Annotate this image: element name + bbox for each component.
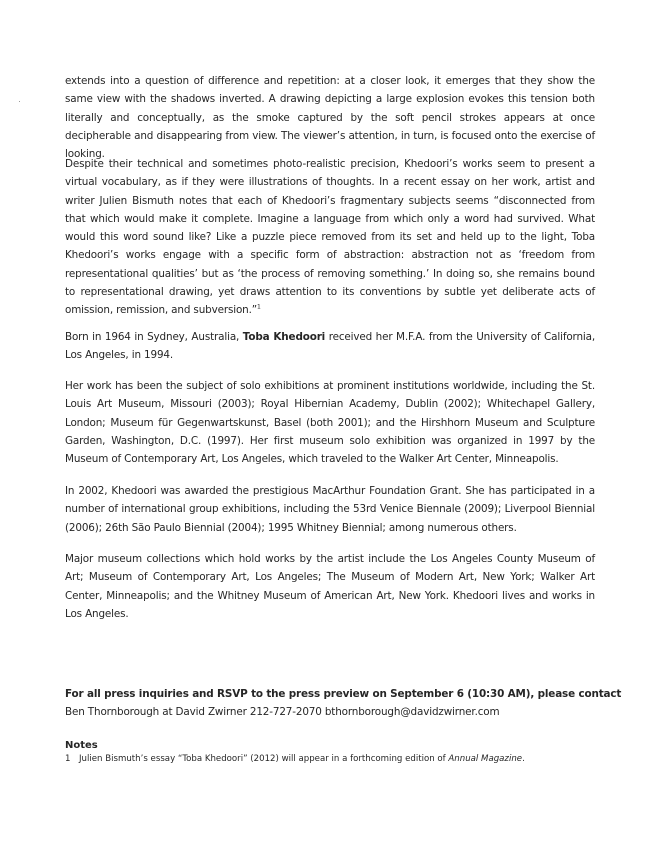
note-item — [65, 753, 605, 766]
note-number: 1 — [65, 754, 71, 764]
exhibitions-text: Her work has been the subject of solo exhibitions at prominent institutions worldwide, including the St. Louis Art Museum, Missouri (2003); Royal Hibernian Academy, Dublin (2002); Whitechapel Gallery, London; Museum für Gegenwartskunst, Basel (both 2001); and the Hirshhorn Museum and Sculpture Garden, Washington, D.C. (1997). Her first museum solo exhibition was organized in 1997 by the Museum of Contemporary Art, Los Angeles, which traveled to the Walker Art Center, Minneapolis. — [65, 380, 595, 466]
press-contact — [65, 685, 625, 721]
bio-text-before: Born in 1964 in Sydney, Australia, — [65, 331, 243, 343]
press-contact-details[interactable]: Ben Thornborough at David Zwirner 212-727-2070 bthornborough@davidzwirner.com — [65, 706, 500, 718]
paragraph-essay-quote — [65, 155, 595, 320]
paragraph-intro-continued — [65, 72, 595, 163]
paragraph-collections — [65, 550, 595, 623]
paragraph-1-text: extends into a question of difference and repetition: at a closer look, it emerges that they show the same view with the shadows inverted. A drawing depicting a large explosion evokes this tension both literally and conceptually, as the smoke captured by the soft pencil strokes appears at once decipherable and disappearing from view. The viewer’s attention, in turn, is focused onto the exercise of looking. — [65, 75, 595, 161]
press-contact-heading: For all press inquiries and RSVP to the press preview on September 6 (10:30 AM), please contact — [65, 688, 622, 700]
paragraph-exhibitions — [65, 377, 595, 468]
footnote-reference[interactable]: 1 — [256, 303, 261, 311]
note-publication-title: Annual Magazine — [448, 754, 523, 764]
notes-section — [65, 738, 605, 766]
paragraph-awards — [65, 482, 595, 537]
paragraph-2-text: Despite their technical and sometimes photo-realistic precision, Khedoori’s works seem to present a virtual vocabulary, as if they were illustrations of thoughts. In a recent essay on her work, artist and writer Julien Bismuth notes that each of Khedoori’s fragmentary subjects seems “disconnected from that which would make it complete. Imagine a language from which only a word had survived. What would this word sound like? Like a puzzle piece removed from its set and held up to the light, Toba Khedoori’s works engage with a specific form of abstraction: abstraction not as ‘freedom from representational qualities’ but as ‘the process of removing something.’ In doing so, she remains bound to representational drawing, yet draws attention to its conventions by subtle yet deliberate acts of omission, remission, and subversion.” — [65, 158, 595, 317]
collections-text: Major museum collections which hold works by the artist include the Los Angeles County Museum of Art; Museum of Contemporary Art, Los Angeles; The Museum of Modern Art, New York; Walker Art Center, Minneapolis; and the Whitney Museum of American Art, New York. Khedoori lives and works in Los Angeles. — [65, 553, 595, 620]
note-text-before: Julien Bismuth’s essay “Toba Khedoori” (2012) will appear in a forthcoming edition of — [79, 754, 449, 764]
awards-text: In 2002, Khedoori was awarded the prestigious MacArthur Foundation Grant. She has participated in a number of international group exhibitions, including the 53rd Venice Biennale (2009); Liverpool Biennial (2006); 26th São Paulo Biennial (2004); 1995 Whitney Biennial; among numerous others. — [65, 485, 595, 534]
bio-text-after: received her M.F.A. from the University of California, Los Angeles, in 1994. — [65, 331, 596, 362]
notes-title: Notes — [65, 740, 98, 751]
paragraph-biography — [65, 328, 595, 365]
note-text-after: . — [522, 754, 525, 764]
artist-name: Toba Khedoori — [242, 331, 326, 343]
scan-speck — [19, 101, 20, 102]
